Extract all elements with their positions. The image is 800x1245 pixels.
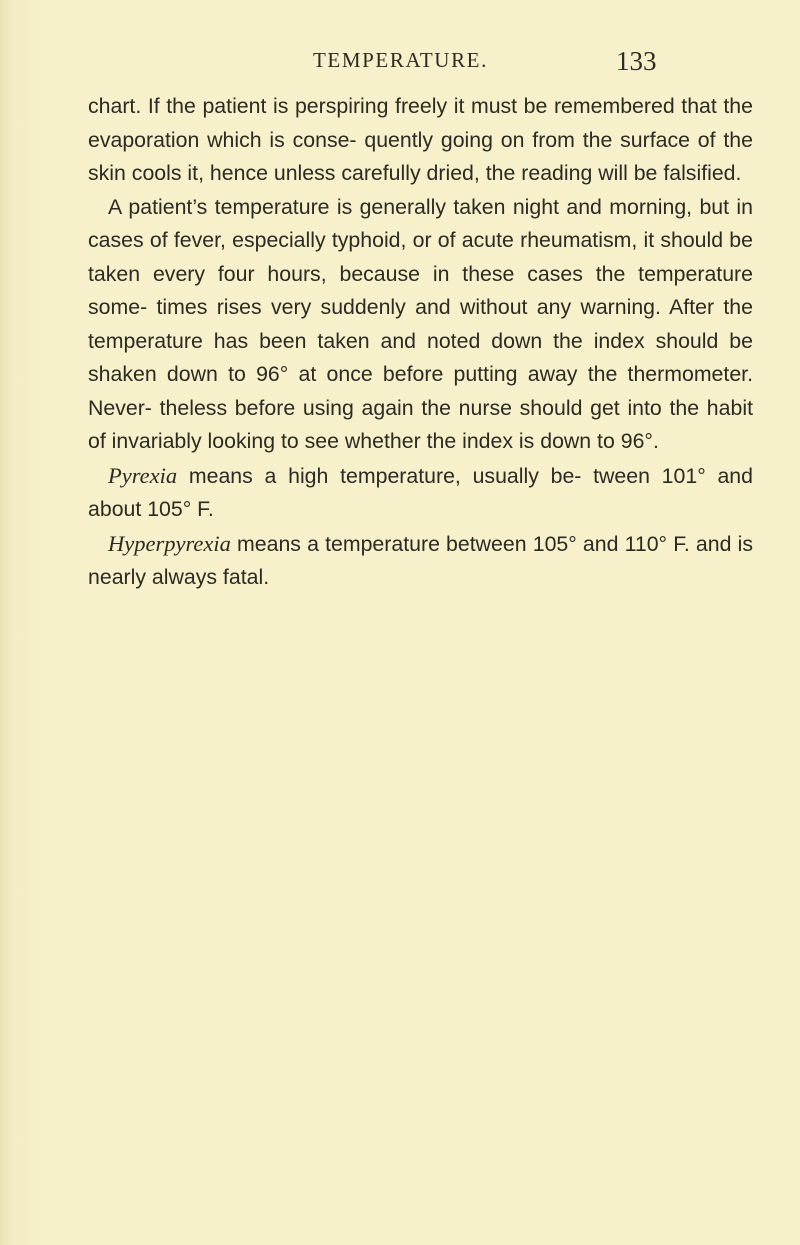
running-head: TEMPERATURE. bbox=[313, 48, 488, 72]
paragraph-text: chart. If the patient is perspiring freely it must be remembered that the evaporation which is conse- quently going on from the surface of the skin cools it, hence unless carefully dried, the reading will be falsified. bbox=[88, 94, 753, 185]
paragraph-pyrexia bbox=[88, 459, 753, 527]
paragraph-chart-perspiring bbox=[88, 90, 753, 191]
term-hyperpyrexia: Hyperpyrexia bbox=[108, 530, 231, 556]
paragraph-text: A patient’s temperature is generally taken night and morning, but in cases of fever, especially typhoid, or of acute rheumatism, it should be taken every four hours, because in these cases the temperature some- times rises very suddenly and without any warning. After the temperature has been taken and noted down the index should be shaken down to 96° at once before putting away the thermometer. Never- theless before using again the nurse should get into the habit of invariably looking to see whether the index is down to 96°. bbox=[88, 194, 753, 453]
body-text bbox=[88, 90, 753, 595]
paragraph-text: means a high temperature, usually be- tween 101° and about 105° F. bbox=[88, 463, 753, 521]
paragraph-when-taken bbox=[88, 191, 753, 459]
page-number: 133 bbox=[616, 46, 657, 76]
paragraph-text: means a temperature between 105° and 110° F. and is nearly always fatal. bbox=[88, 531, 753, 589]
page-header bbox=[88, 48, 752, 88]
paragraph-hyperpyrexia bbox=[88, 527, 753, 595]
term-pyrexia: Pyrexia bbox=[108, 462, 178, 488]
